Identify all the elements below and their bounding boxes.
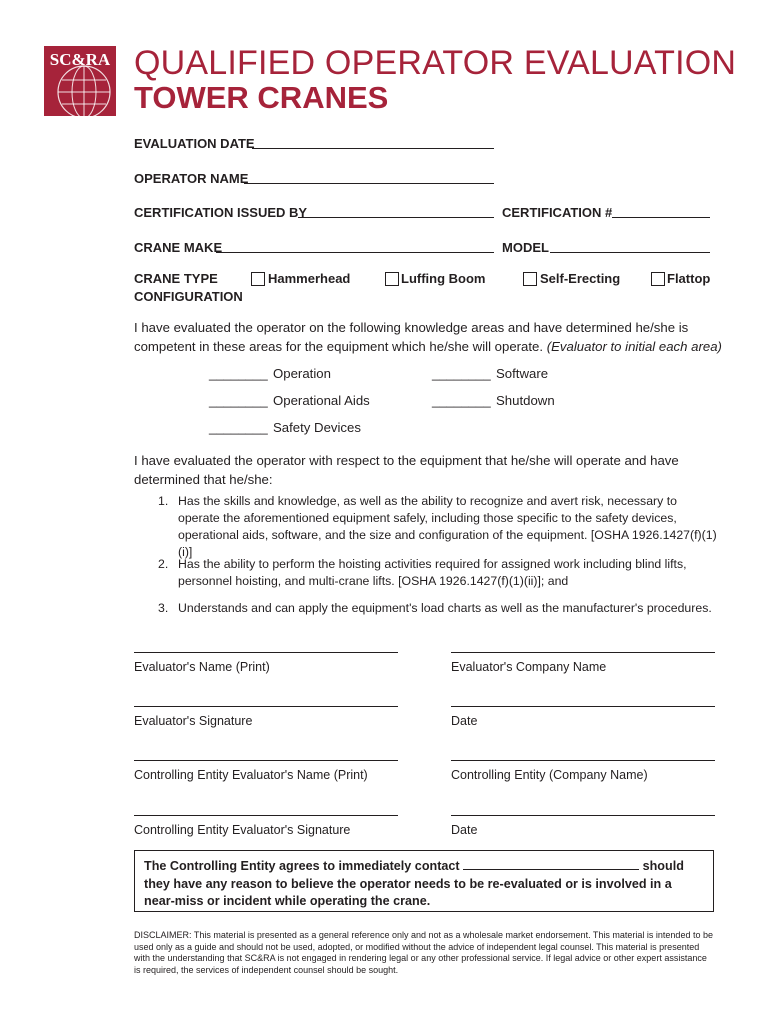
crane-type-label-2: CONFIGURATION (134, 289, 243, 304)
item-3-number: 3. (158, 601, 169, 615)
crane-type-label: CRANE TYPE (134, 271, 218, 286)
disclaimer: DISCLAIMER: This material is presented as a general reference only and not as a wholesale market endorsement. This material is intended to be used only as a guide and should not be used, adopted, or modified without the advice of independent legal counsel. This material is presented with the understanding that SC&RA is not engaged in rendering legal or any other professional service. If legal advice or other expert assistance is required, the services of independent counsel should be sought. (134, 930, 713, 975)
hammerhead-label: Hammerhead (268, 271, 351, 286)
evaluator-name-label: Evaluator's Name (Print) (134, 660, 270, 674)
evaluation-date-field[interactable] (252, 148, 494, 149)
flattop-label: Flattop (667, 271, 711, 286)
luffing-boom-checkbox[interactable] (385, 272, 399, 286)
evaluator-company-label: Evaluator's Company Name (451, 660, 607, 674)
operator-name-field[interactable] (244, 183, 494, 184)
ce-evaluator-name-label: Controlling Entity Evaluator's Name (Print) (134, 768, 368, 782)
controlling-entity-notice (134, 850, 714, 912)
hammerhead-checkbox[interactable] (251, 272, 265, 286)
model-field[interactable] (550, 252, 710, 253)
area-software: Software (496, 366, 549, 381)
luffing-boom-label: Luffing Boom (401, 271, 486, 286)
ce-evaluator-signature-label: Controlling Entity Evaluator's Signature (134, 823, 351, 837)
ce-evaluator-name-field[interactable] (134, 760, 398, 761)
evaluation-date-label: EVALUATION DATE (134, 136, 255, 151)
scra-logo (44, 46, 116, 116)
evaluator-date-field[interactable] (451, 706, 715, 707)
ce-date-field[interactable] (451, 815, 715, 816)
form-title: QUALIFIED OPERATOR EVALUATION (134, 44, 737, 82)
operator-name-label: OPERATOR NAME (134, 171, 249, 186)
self-erecting-label: Self-Erecting (540, 271, 621, 286)
ce-company-field[interactable] (451, 760, 715, 761)
evaluator-company-field[interactable] (451, 652, 715, 653)
certification-number-label: CERTIFICATION # (502, 205, 613, 220)
shutdown-initial-field[interactable]: ________ (432, 393, 491, 408)
knowledge-intro-note: (Evaluator to initial each area) (546, 339, 722, 354)
ce-evaluator-signature-field[interactable] (134, 815, 398, 816)
item-2-text: Has the ability to perform the hoisting activities required for assigned work including blind lifts, personnel hoisting, and multi-crane lifts. [OSHA 1926.1427(f)(1)(ii)]; and (178, 557, 687, 588)
form-subtitle: TOWER CRANES (134, 80, 389, 115)
item-1-text: Has the skills and knowledge, as well as the ability to recognize and avert risk, necessary to operate the aforementioned equipment safely, including those specific to the safety devices, operational aids, software, and the size and configuration of the equipment. [OSHA 1926.1427(f)(1)(i)] (178, 494, 717, 559)
certification-issued-by-field[interactable] (298, 217, 494, 218)
ce-company-label: Controlling Entity (Company Name) (451, 768, 648, 782)
evaluator-date-label: Date (451, 714, 478, 728)
logo-text: SC&RA (49, 50, 111, 69)
self-erecting-checkbox[interactable] (523, 272, 537, 286)
certification-number-field[interactable] (612, 217, 710, 218)
notice-text-1: The Controlling Entity agrees to immediately contact (144, 859, 460, 873)
knowledge-intro (134, 318, 724, 356)
evaluator-signature-field[interactable] (134, 706, 398, 707)
contact-field[interactable] (463, 858, 639, 870)
respect-intro: I have evaluated the operator with respect to the equipment that he/she will operate and have determined that he/she: (134, 453, 679, 487)
knowledge-intro-text: I have evaluated the operator on the following knowledge areas and have determined he/she is competent in these areas for the equipment which he/she will operate. (134, 320, 689, 354)
area-safety-devices: Safety Devices (273, 420, 361, 435)
item-1-number: 1. (158, 494, 169, 508)
evaluator-name-field[interactable] (134, 652, 398, 653)
safety-devices-initial-field[interactable]: ________ (209, 420, 268, 435)
crane-make-field[interactable] (216, 252, 494, 253)
item-3-text: Understands and can apply the equipment's load charts as well as the manufacturer's procedures. (178, 601, 712, 615)
operational-aids-initial-field[interactable]: ________ (209, 393, 268, 408)
area-operation: Operation (273, 366, 331, 381)
area-operational-aids: Operational Aids (273, 393, 370, 408)
ce-date-label: Date (451, 823, 478, 837)
software-initial-field[interactable]: ________ (432, 366, 491, 381)
area-shutdown: Shutdown (496, 393, 555, 408)
item-2-number: 2. (158, 557, 169, 571)
notice-text-2: should they have any reason to believe the operator needs to be re-evaluated or is involved in a near-miss or incident while operating the crane. (144, 859, 684, 908)
evaluator-signature-label: Evaluator's Signature (134, 714, 253, 728)
operation-initial-field[interactable]: ________ (209, 366, 268, 381)
certification-issued-by-label: CERTIFICATION ISSUED BY (134, 205, 308, 220)
crane-make-label: CRANE MAKE (134, 240, 223, 255)
flattop-checkbox[interactable] (651, 272, 665, 286)
model-label: MODEL (502, 240, 549, 255)
